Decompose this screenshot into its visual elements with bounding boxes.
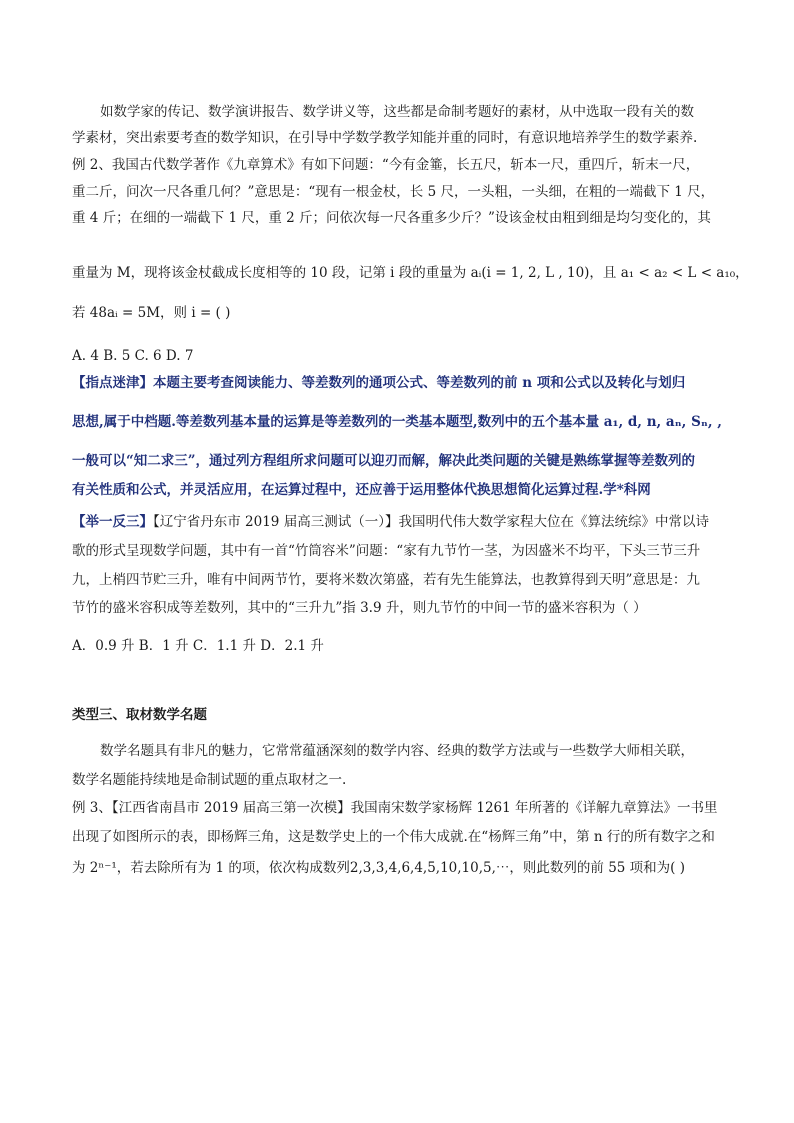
practice-line-4: 节竹的盛米容积成等差数列，其中的“三升九”指 3.9 升，则九节竹的中间一节的盛米容积为（ ） (72, 600, 647, 616)
practice-line-2: 歌的形式呈现数学问题，其中有一首“竹筒容米”问题：“家有九节竹一茎，为因盛米不均平，下头三节三升 (72, 543, 701, 559)
practice-label: 【举一反三】 (72, 514, 153, 530)
section3-line-2: 数学名题能持续地是命制试题的重点取材之一. (72, 772, 347, 788)
example2-line-5: 若 48aᵢ = 5M，则 i = ( ) (72, 305, 231, 321)
example2-line-4: 重量为 M，现将该金杖截成长度相等的 10 段，记第 i 段的重量为 aᵢ(i = 1, 2, L , 10)，且 a₁ < a₂ < L < a₁₀， (72, 265, 749, 281)
practice-line-3: 九，上梢四节贮三升，唯有中间两节竹，要将米数次第盛，若有先生能算法，也教算得到天明”意思是：九 (72, 572, 700, 588)
tip-label: 【指点迷津】 (72, 375, 153, 391)
practice-options: A．0.9 升 B．1 升 C．1.1 升 D．2.1 升 (72, 638, 324, 654)
intro-line-2: 学素材，突出索要考查的数学知识，在引导中学数学教学知能并重的同时，有意识地培养学生的数学素养. (72, 130, 698, 146)
example3-line-1: 例 3、【江西省南昌市 2019 届高三第一次模】我国南宋数学家杨辉 1261 年所著的《详解九章算法》一书里 (72, 800, 718, 816)
example2-options: A. 4 B. 5 C. 6 D. 7 (72, 348, 194, 364)
example2-line-2: 重二斤，问次一尺各重几何？”意思是：“现有一根金杖，长 5 尺，一头粗，一头细，在粗的一端截下 1 尺， (72, 184, 715, 200)
tip-line-2: 思想,属于中档题.等差数列基本量的运算是等差数列的一类基本题型,数列中的五个基本量 a₁, d, n, aₙ, Sₙ, , (72, 414, 722, 430)
section3-heading: 类型三、取材数学名题 (72, 707, 207, 723)
practice-text: 【辽宁省丹东市 2019 届高三测试（一）】我国明代伟大数学家程大位在《算法统综》中常以诗 (153, 514, 709, 530)
tip-line-3: 一般可以“知二求三”，通过列方程组所求问题可以迎刃而解，解决此类问题的关键是熟练掌握等差数列的 (72, 453, 696, 469)
tip-line-4: 有关性质和公式，并灵活应用，在运算过程中，还应善于运用整体代换思想简化运算过程.学*科网 (72, 482, 651, 498)
example3-line-2: 出现了如图所示的表，即杨辉三角，这是数学史上的一个伟大成就.在“杨辉三角”中，第 n 行的所有数字之和 (72, 829, 715, 845)
intro-line-1: 如数学家的传记、数学演讲报告、数学讲义等，这些都是命制考题好的素材，从中选取一段有关的数 (100, 104, 694, 120)
example3-line-3: 为 2ⁿ⁻¹，若去除所有为 1 的项，依次构成数列2,3,3,4,6,4,5,10,10,5,⋯，则此数列的前 55 项和为( ) (72, 860, 685, 876)
example2-line-3: 重 4 斤；在细的一端截下 1 尺，重 2 斤；问依次每一尺各重多少斤？”设该金杖由粗到细是均匀变化的，其 (72, 210, 711, 226)
tip-text: 本题主要考查阅读能力、等差数列的通项公式、等差数列的前 n 项和公式以及转化与划归 (153, 375, 686, 391)
section3-line-1: 数学名题具有非凡的魅力，它常常蕴涵深刻的数学内容、经典的数学方法或与一些数学大师相关联， (100, 743, 694, 759)
example2-line-1: 例 2、我国古代数学著作《九章算术》有如下问题：“今有金箠，长五尺，斩本一尺，重四斤，斩末一尺， (72, 157, 700, 173)
tip-line-1 (72, 373, 685, 393)
practice-line-1 (72, 512, 709, 532)
